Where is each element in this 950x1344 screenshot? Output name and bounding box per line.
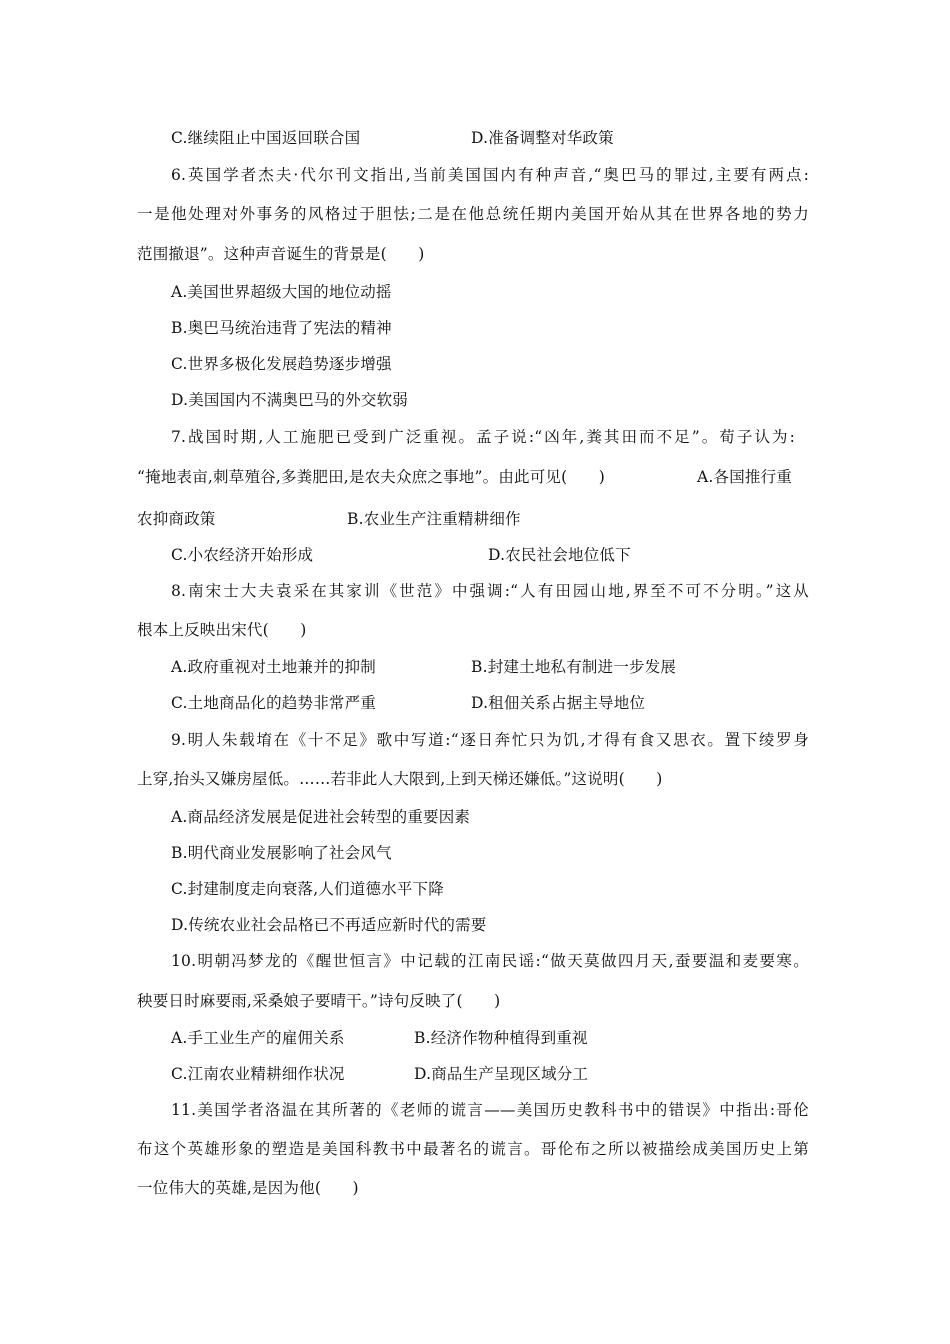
q10-option-d: D.商品生产呈现区域分工 bbox=[414, 1065, 589, 1083]
q9-option-c: C.封建制度走向衰落,人们道德水平下降 bbox=[171, 880, 444, 898]
q7-stem-line-1: 7.战国时期,人工施肥已受到广泛重视。孟子说:“凶年,粪其田而不足”。荀子认为: bbox=[171, 428, 795, 446]
q7-option-a-part-1: A.各国推行重 bbox=[697, 468, 793, 486]
q8-stem-line-1: 8.南宋士大夫袁采在其家训《世范》中强调:“人有田园山地,界至不可不分明。”这从 bbox=[171, 582, 809, 600]
q9-stem-line-2: 上穿,抬头又嫌房屋低。……若非此人大限到,上到天梯还嫌低。”这说明( ) bbox=[137, 770, 663, 788]
q6-option-d: D.美国国内不满奥巴马的外交软弱 bbox=[171, 391, 409, 409]
q5-option-d: D.准备调整对华政策 bbox=[471, 129, 614, 147]
q11-stem-line-1: 11.美国学者洛温在其所著的《老师的谎言——美国历史教科书中的错误》中指出:哥伦 bbox=[171, 1101, 809, 1119]
q9-option-d: D.传统农业社会品格已不再适应新时代的需要 bbox=[171, 916, 487, 934]
q9-option-a: A.商品经济发展是促进社会转型的重要因素 bbox=[171, 808, 471, 826]
q8-option-c: C.土地商品化的趋势非常严重 bbox=[171, 694, 377, 712]
q10-stem-line-1: 10.明朝冯梦龙的《醒世恒言》中记载的江南民谣:“做天莫做四月天,蚕要温和麦要寒。 bbox=[171, 952, 809, 970]
q8-option-d: D.租佃关系占据主导地位 bbox=[471, 694, 646, 712]
q7-option-a-part-2: 农抑商政策 bbox=[137, 510, 216, 528]
q6-stem-line-1: 6.英国学者杰夫·代尔刊文指出,当前美国国内有种声音,“奥巴马的罪过,主要有两点: bbox=[171, 166, 809, 184]
q11-stem-line-2: 布这个英雄形象的塑造是美国科教书中最著名的谎言。哥伦布之所以被描绘成美国历史上第 bbox=[137, 1140, 809, 1158]
q9-option-b: B.明代商业发展影响了社会风气 bbox=[171, 844, 392, 862]
q7-stem-line-2: “掩地表亩,刺草殖谷,多粪肥田,是农夫众庶之事地”。由此可见( ) bbox=[137, 468, 606, 486]
q9-stem-line-1: 9.明人朱载堉在《十不足》歌中写道:“逐日奔忙只为饥,才得有食又思衣。置下绫罗身 bbox=[171, 731, 809, 749]
q6-stem-line-3: 范围撤退”。这种声音诞生的背景是( ) bbox=[137, 245, 425, 263]
q7-option-d: D.农民社会地位低下 bbox=[488, 546, 631, 564]
q11-stem-line-3: 一位伟大的英雄,是因为他( ) bbox=[137, 1179, 359, 1197]
q10-stem-line-2: 秧要日时麻要雨,采桑娘子要晴干。”诗句反映了( ) bbox=[137, 992, 501, 1010]
q7-option-c: C.小农经济开始形成 bbox=[171, 546, 314, 564]
q6-option-b: B.奥巴马统治违背了宪法的精神 bbox=[171, 319, 392, 337]
q7-option-b: B.农业生产注重精耕细作 bbox=[347, 510, 521, 528]
q8-option-b: B.封建土地私有制进一步发展 bbox=[471, 658, 677, 676]
q10-option-a: A.手工业生产的雇佣关系 bbox=[171, 1029, 345, 1047]
q10-option-c: C.江南农业精耕细作状况 bbox=[171, 1065, 345, 1083]
q8-option-a: A.政府重视对土地兼并的抑制 bbox=[171, 658, 376, 676]
q8-stem-line-2: 根本上反映出宋代( ) bbox=[137, 621, 307, 639]
q6-option-c: C.世界多极化发展趋势逐步增强 bbox=[171, 355, 392, 373]
q6-option-a: A.美国世界超级大国的地位动摇 bbox=[171, 283, 392, 301]
q10-option-b: B.经济作物种植得到重视 bbox=[414, 1029, 588, 1047]
q5-option-c: C.继续阻止中国返回联合国 bbox=[171, 129, 361, 147]
q6-stem-line-2: 一是他处理对外事务的风格过于胆怯;二是在他总统任期内美国开始从其在世界各地的势力 bbox=[137, 205, 809, 223]
